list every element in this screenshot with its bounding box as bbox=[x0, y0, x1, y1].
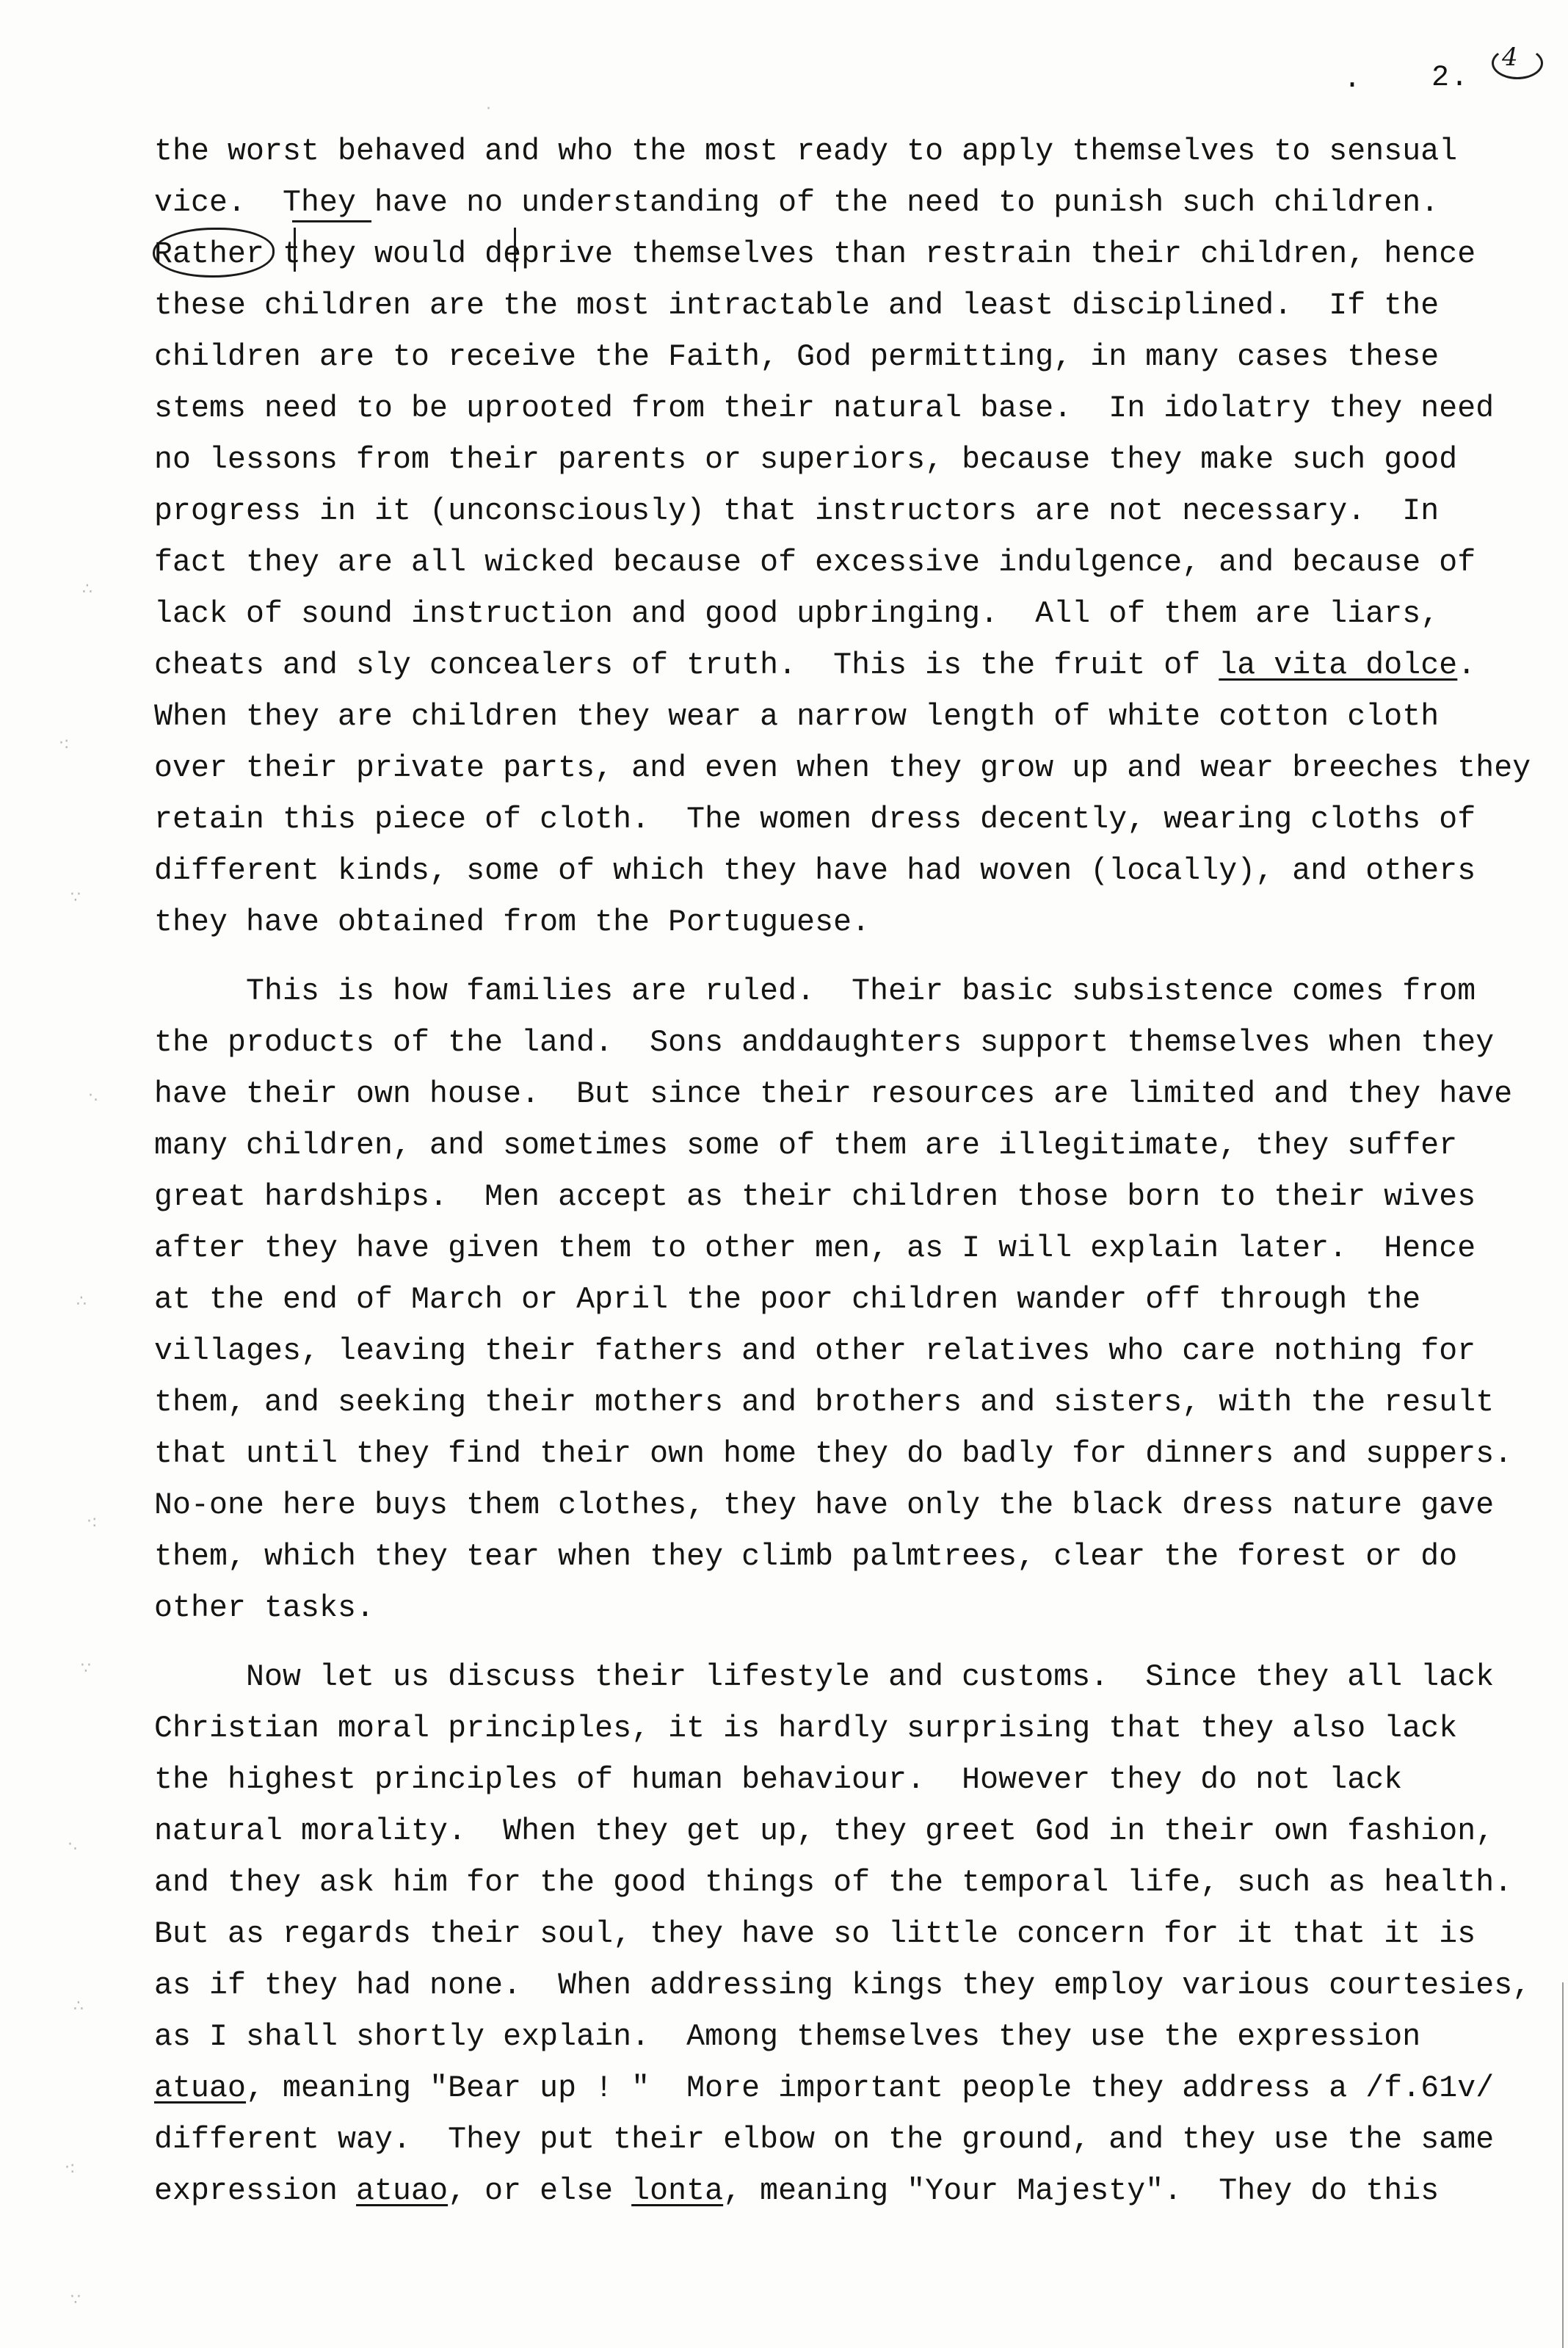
scan-speck: ∴ bbox=[76, 1292, 87, 1311]
scan-speck: ∵ bbox=[70, 888, 81, 907]
text-line: vice. They have no understanding of the need to punish such children. bbox=[154, 186, 1440, 220]
scan-speck: ·: bbox=[65, 2159, 76, 2177]
body-text bbox=[154, 126, 1531, 2217]
text-line: Christian moral principles, it is hardly surprising that they also lack bbox=[154, 1711, 1458, 1746]
text-line: the products of the land. Sons anddaughters support themselves when they bbox=[154, 1026, 1495, 1060]
text-line bbox=[154, 2166, 1490, 2217]
paragraph-gap bbox=[154, 949, 1490, 966]
text-line: at the end of March or April the poor children wander off through the bbox=[154, 1283, 1421, 1317]
paragraph-gap bbox=[154, 1634, 1490, 1652]
text-line: villages, leaving their fathers and other relatives who care nothing for bbox=[154, 1334, 1476, 1369]
text-segment: cheats and sly concealers of truth. This is the fruit of bbox=[154, 648, 1219, 683]
underlined-term-atuao: atuao bbox=[154, 2071, 247, 2106]
scan-speck: ·: bbox=[87, 1512, 98, 1531]
scan-speck: ∵ bbox=[70, 2291, 81, 2309]
text-line: that until they find their own home they do badly for dinners and suppers. bbox=[154, 1437, 1513, 1471]
scan-speck: · bbox=[486, 100, 491, 118]
text-line: Now let us discuss their lifestyle and customs. Since they all lack bbox=[154, 1660, 1495, 1695]
scan-speck: ∵ bbox=[81, 1659, 91, 1678]
scan-edge-line bbox=[1562, 1982, 1564, 2348]
text-segment: , meaning "Your Majesty". They do this bbox=[723, 2174, 1440, 2209]
underlined-term-atuao: atuao bbox=[356, 2174, 449, 2209]
text-line: retain this piece of cloth. The women dress decently, wearing cloths of bbox=[154, 802, 1476, 837]
paragraph bbox=[154, 126, 1531, 949]
text-line: No-one here buys them clothes, they have only the black dress nature gave bbox=[154, 1488, 1495, 1523]
text-line: natural morality. When they get up, they greet God in their own fashion, bbox=[154, 1814, 1495, 1849]
text-line: as if they had none. When addressing kings they employ various courtesies, bbox=[154, 1968, 1531, 2003]
text-line: over their private parts, and even when they grow up and wear breeches they bbox=[154, 751, 1531, 786]
text-line: Rather they would deprive themselves than restrain their children, hence bbox=[154, 237, 1476, 272]
text-segment: . bbox=[1457, 648, 1476, 683]
text-line: progress in it (unconsciously) that instructors are not necessary. In bbox=[154, 494, 1440, 529]
text-line: other tasks. bbox=[154, 1591, 375, 1626]
text-line: these children are the most intractable and least disciplined. If the bbox=[154, 289, 1440, 323]
header-dot: . bbox=[1343, 63, 1362, 96]
text-line: they have obtained from the Portuguese. bbox=[154, 905, 871, 940]
underlined-phrase: la vita dolce bbox=[1219, 648, 1458, 683]
text-line bbox=[154, 2063, 1495, 2115]
text-line: stems need to be uprooted from their natural base. In idolatry they need bbox=[154, 391, 1495, 426]
paragraph bbox=[154, 966, 1513, 1634]
scan-speck: ·. bbox=[68, 1836, 78, 1854]
text-line: after they have given them to other men, as I will explain later. Hence bbox=[154, 1231, 1476, 1266]
text-line: and they ask him for the good things of the temporal life, such as health. bbox=[154, 1866, 1513, 1900]
text-line: fact they are all wicked because of excessive indulgence, and because of bbox=[154, 546, 1476, 580]
text-line: But as regards their soul, they have so little concern for it that it is bbox=[154, 1917, 1476, 1952]
text-line: different kinds, some of which they have had woven (locally), and others bbox=[154, 854, 1476, 888]
text-segment: , or else bbox=[448, 2174, 632, 2209]
text-line: children are to receive the Faith, God permitting, in many cases these bbox=[154, 340, 1440, 374]
text-line: the highest principles of human behaviour. However they do not lack bbox=[154, 1763, 1403, 1797]
text-line: different way. They put their elbow on the ground, and they use the same bbox=[154, 2123, 1495, 2157]
scan-speck: ·: bbox=[59, 734, 70, 753]
text-segment: , meaning "Bear up ! " More important people they address a /f.61v/ bbox=[246, 2071, 1495, 2106]
text-line bbox=[154, 640, 1490, 692]
text-segment: expression bbox=[154, 2174, 357, 2209]
scan-speck: ∴ bbox=[82, 580, 92, 598]
paragraph bbox=[154, 1652, 1531, 2217]
text-line: This is how families are ruled. Their basic subsistence comes from bbox=[154, 974, 1476, 1009]
text-line: as I shall shortly explain. Among themselves they use the expression bbox=[154, 2020, 1421, 2054]
underlined-term-lonta: lonta bbox=[631, 2174, 724, 2209]
text-line: have their own house. But since their resources are limited and they have bbox=[154, 1077, 1513, 1112]
folio-annotation: 4 bbox=[1502, 43, 1518, 72]
text-line: no lessons from their parents or superiors, because they make such good bbox=[154, 443, 1458, 477]
text-line: the worst behaved and who the most ready to apply themselves to sensual bbox=[154, 134, 1458, 169]
text-line: When they are children they wear a narrow length of white cotton cloth bbox=[154, 700, 1440, 734]
page-number: 2. bbox=[1431, 62, 1470, 95]
text-line: them, which they tear when they climb palmtrees, clear the forest or do bbox=[154, 1540, 1458, 1574]
text-line: them, and seeking their mothers and brothers and sisters, with the result bbox=[154, 1385, 1495, 1420]
scan-speck: ·. bbox=[88, 1087, 98, 1105]
text-line: great hardships. Men accept as their children those born to their wives bbox=[154, 1180, 1476, 1214]
text-line: many children, and sometimes some of them are illegitimate, they suffer bbox=[154, 1128, 1458, 1163]
scan-speck: ∴ bbox=[73, 1997, 84, 2015]
text-line: lack of sound instruction and good upbringing. All of them are liars, bbox=[154, 597, 1440, 631]
